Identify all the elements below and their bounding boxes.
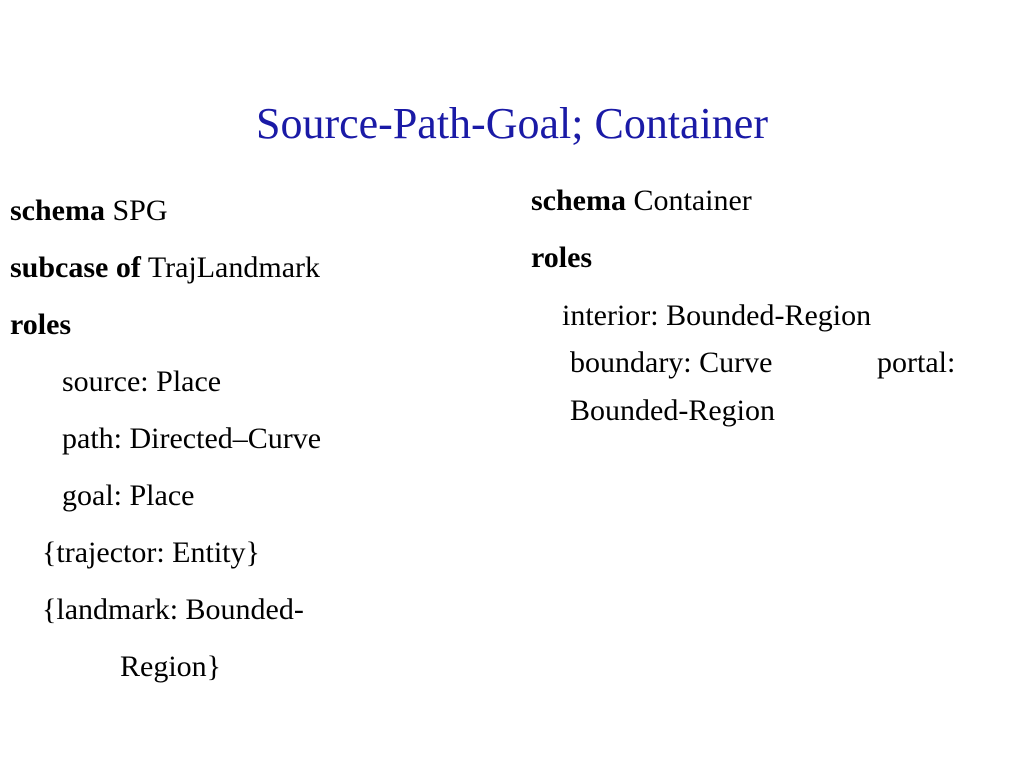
spg-schema-line <box>10 193 168 229</box>
spg-role-goal: goal: Place <box>62 479 195 512</box>
spg-role-landmark: {landmark: Bounded- <box>42 593 304 626</box>
slide-title: Source-Path-Goal; Container <box>256 99 768 148</box>
spg-role-trajector: {trajector: Entity} <box>42 536 260 569</box>
container-schema-line <box>531 183 752 219</box>
schema-keyword: schema <box>10 194 105 227</box>
container-role-portal: portal: <box>877 346 956 379</box>
subcase-name: TrajLandmark <box>147 251 321 284</box>
spg-roles-heading: roles <box>10 308 72 341</box>
subcase-keyword: subcase of <box>10 251 141 284</box>
container-role-boundary: boundary: Curve <box>570 346 773 379</box>
container-role-interior: interior: Bounded-Region <box>562 299 872 332</box>
container-role-portal-type: Bounded-Region <box>570 394 775 427</box>
schema-name: SPG <box>112 194 168 227</box>
schema-keyword: schema <box>531 184 626 217</box>
schema-name: Container <box>633 184 752 217</box>
spg-role-path: path: Directed–Curve <box>62 422 322 455</box>
spg-role-landmark-continued: Region} <box>120 650 222 683</box>
container-roles-heading: roles <box>531 241 593 274</box>
spg-role-source: source: Place <box>62 365 222 398</box>
spg-subcase-line <box>10 250 320 286</box>
